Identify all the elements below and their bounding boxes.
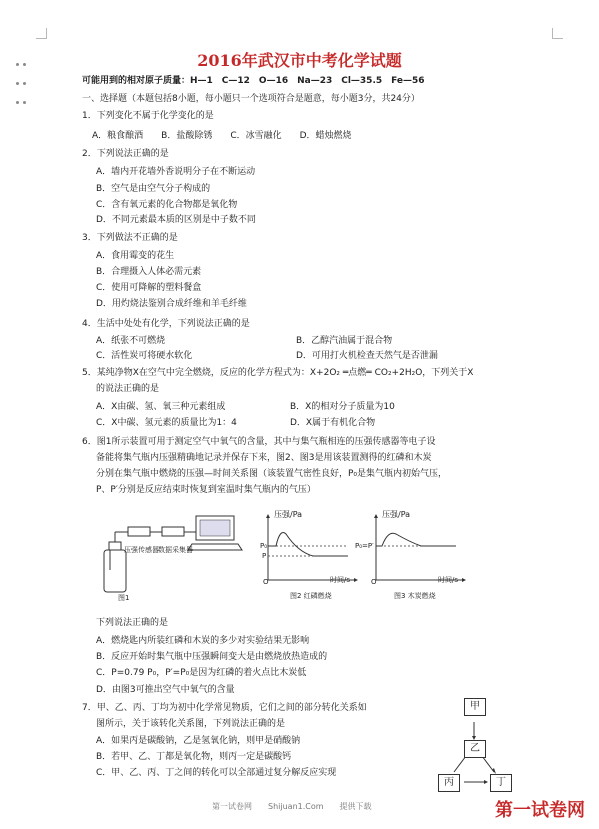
q5-option-c: C．X中碳、氢元素的质量比为1：4 xyxy=(96,418,237,428)
figure-1-caption: 图1 xyxy=(118,594,130,602)
figure-3-y-label: 压强/Pa xyxy=(382,510,411,519)
q3-option-d: D．用灼烧法鉴别合成纤维和羊毛纤维 xyxy=(96,299,247,309)
corner-mark-icon xyxy=(36,28,47,39)
q4-option-a: A．纸张不可燃烧 xyxy=(96,336,166,346)
q5-option-a: A．X由碳、氢、氧三种元素组成 xyxy=(96,402,226,412)
q2-option-c: C．含有氧元素的化合物都是氧化物 xyxy=(96,200,238,210)
q3-option-c: C．使用可降解的塑料餐盒 xyxy=(96,283,202,293)
q7-option-c: C．甲、乙、丙、丁之间的转化可以全部通过复分解反应实现 xyxy=(96,768,337,778)
corner-mark-icon xyxy=(552,28,563,39)
q4-option-b: B．乙醇汽油属于混合物 xyxy=(296,336,393,346)
diagram-node-ding: 丁 xyxy=(490,774,512,792)
atomic-masses: 可能用到的相对原子质量：H—1 C—12 O—16 Na—23 Cl—35.5 Fe—56 xyxy=(82,76,425,86)
q4-option-d: D．可用打火机检查天然气是否泄漏 xyxy=(296,351,438,361)
diagram-node-bing: 丙 xyxy=(438,774,460,792)
q2-option-a: A．墙内开花墙外香说明分子在不断运动 xyxy=(96,167,256,177)
figure-3-origin: O xyxy=(371,578,377,586)
q6-line-1: 6．图1所示装置可用于测定空气中氧气的含量，其中与集气瓶相连的压强传感器等电子设 xyxy=(82,437,436,447)
figure-2-origin: O xyxy=(263,578,269,586)
q7-line-1: 7．甲、乙、丙、丁均为初中化学常见物质，它们之间的部分转化关系如 xyxy=(82,703,367,713)
figure-2-p: P xyxy=(262,552,267,560)
q7-option-a: A．如果丙是碳酸钠，乙是氢氧化钠，则甲是硝酸钠 xyxy=(96,736,301,746)
q2-option-b: B．空气是由空气分子构成的 xyxy=(96,184,211,194)
figure-3-p0-equals-p-prime: P₀=P′ xyxy=(355,542,374,550)
q2-option-d: D．不同元素最本质的区别是中子数不同 xyxy=(96,215,256,225)
q1-stem: 1．下列变化不属于化学变化的是 xyxy=(82,111,214,121)
site-logo: 第一试卷网 xyxy=(495,800,585,821)
figure-2-y-label: 压强/Pa xyxy=(274,510,303,519)
figure-1-sensor-label: 压强传感器 xyxy=(124,546,159,554)
q6-line-2: 备能将集气瓶内压强精确地记录并保存下来，图2、图3是用该装置测得的红磷和木炭 xyxy=(96,453,432,463)
q5-option-b: B．X的相对分子质量为10 xyxy=(290,402,395,412)
q3-stem: 3．下列做法不正确的是 xyxy=(82,233,178,243)
q5-stem-cont: 的说法正确的是 xyxy=(96,384,160,394)
q6-option-c: C．P=0.79 P₀，P′=P₀是因为红磷的着火点比木炭低 xyxy=(96,668,307,678)
q3-option-b: B．合理摄入人体必需元素 xyxy=(96,267,202,277)
q4-option-c: C．活性炭可将硬水软化 xyxy=(96,351,193,361)
diagram-node-yi: 乙 xyxy=(464,740,486,758)
q4-stem: 4．生活中处处有化学，下列说法正确的是 xyxy=(82,319,250,329)
q5-stem: 5．某纯净物X在空气中完全燃烧，反应的化学方程式为：X+2O₂ ═点燃═ CO₂+2H₂O，下列关于X xyxy=(82,368,474,378)
section-heading: 一、选择题（本题包括8小题，每小题只一个选项符合是题意，每小题3分，共24分） xyxy=(82,94,420,104)
q6-option-b: B．反应开始时集气瓶中压强瞬间变大是由燃烧放热造成的 xyxy=(96,652,328,662)
q6-stem: 下列说法正确的是 xyxy=(96,618,169,628)
q6-option-a: A．燃烧匙内所装红磷和木炭的多少对实验结果无影响 xyxy=(96,636,310,646)
q6-line-4: P、P′分别是反应结束时恢复到室温时集气瓶内的气压） xyxy=(96,485,316,495)
page-title: 2016年武汉市中考化学试题 xyxy=(197,51,402,70)
q3-option-a: A．食用霉变的花生 xyxy=(96,251,175,261)
figure-2-p0: P₀ xyxy=(260,542,268,550)
q5-option-d: D．X属于有机化合物 xyxy=(290,418,376,428)
q7-line-2: 图所示，关于该转化关系图，下列说法正确的是 xyxy=(96,719,286,729)
figure-3-x-label: 时间/s xyxy=(438,576,459,584)
q2-stem: 2．下列说法正确的是 xyxy=(82,149,169,159)
figure-2-caption: 图2 红磷燃烧 xyxy=(290,592,332,600)
q1-options: A．粮食酿酒 B．盐酸除锈 C．冰雪融化 D．蜡烛燃烧 xyxy=(92,131,352,141)
diagram-node-jia: 甲 xyxy=(464,698,486,716)
q6-option-d: D．由图3可推出空气中氧气的含量 xyxy=(96,685,235,695)
figure-1-collector-label: 数据采集器 xyxy=(158,546,193,554)
q7-option-b: B．若甲、乙、丁都是氧化物，则丙一定是碳酸钙 xyxy=(96,752,292,762)
figure-2-x-label: 时间/s xyxy=(330,576,351,584)
figure-3-caption: 图3 木炭燃烧 xyxy=(394,592,436,600)
page-footer: 第一试卷网 Shijuan1.Com 提供下载 xyxy=(212,802,372,811)
q6-line-3: 分别在集气瓶中燃烧的压强—时间关系图（该装置气密性良好，P₀是集气瓶内初始气压， xyxy=(96,469,448,479)
